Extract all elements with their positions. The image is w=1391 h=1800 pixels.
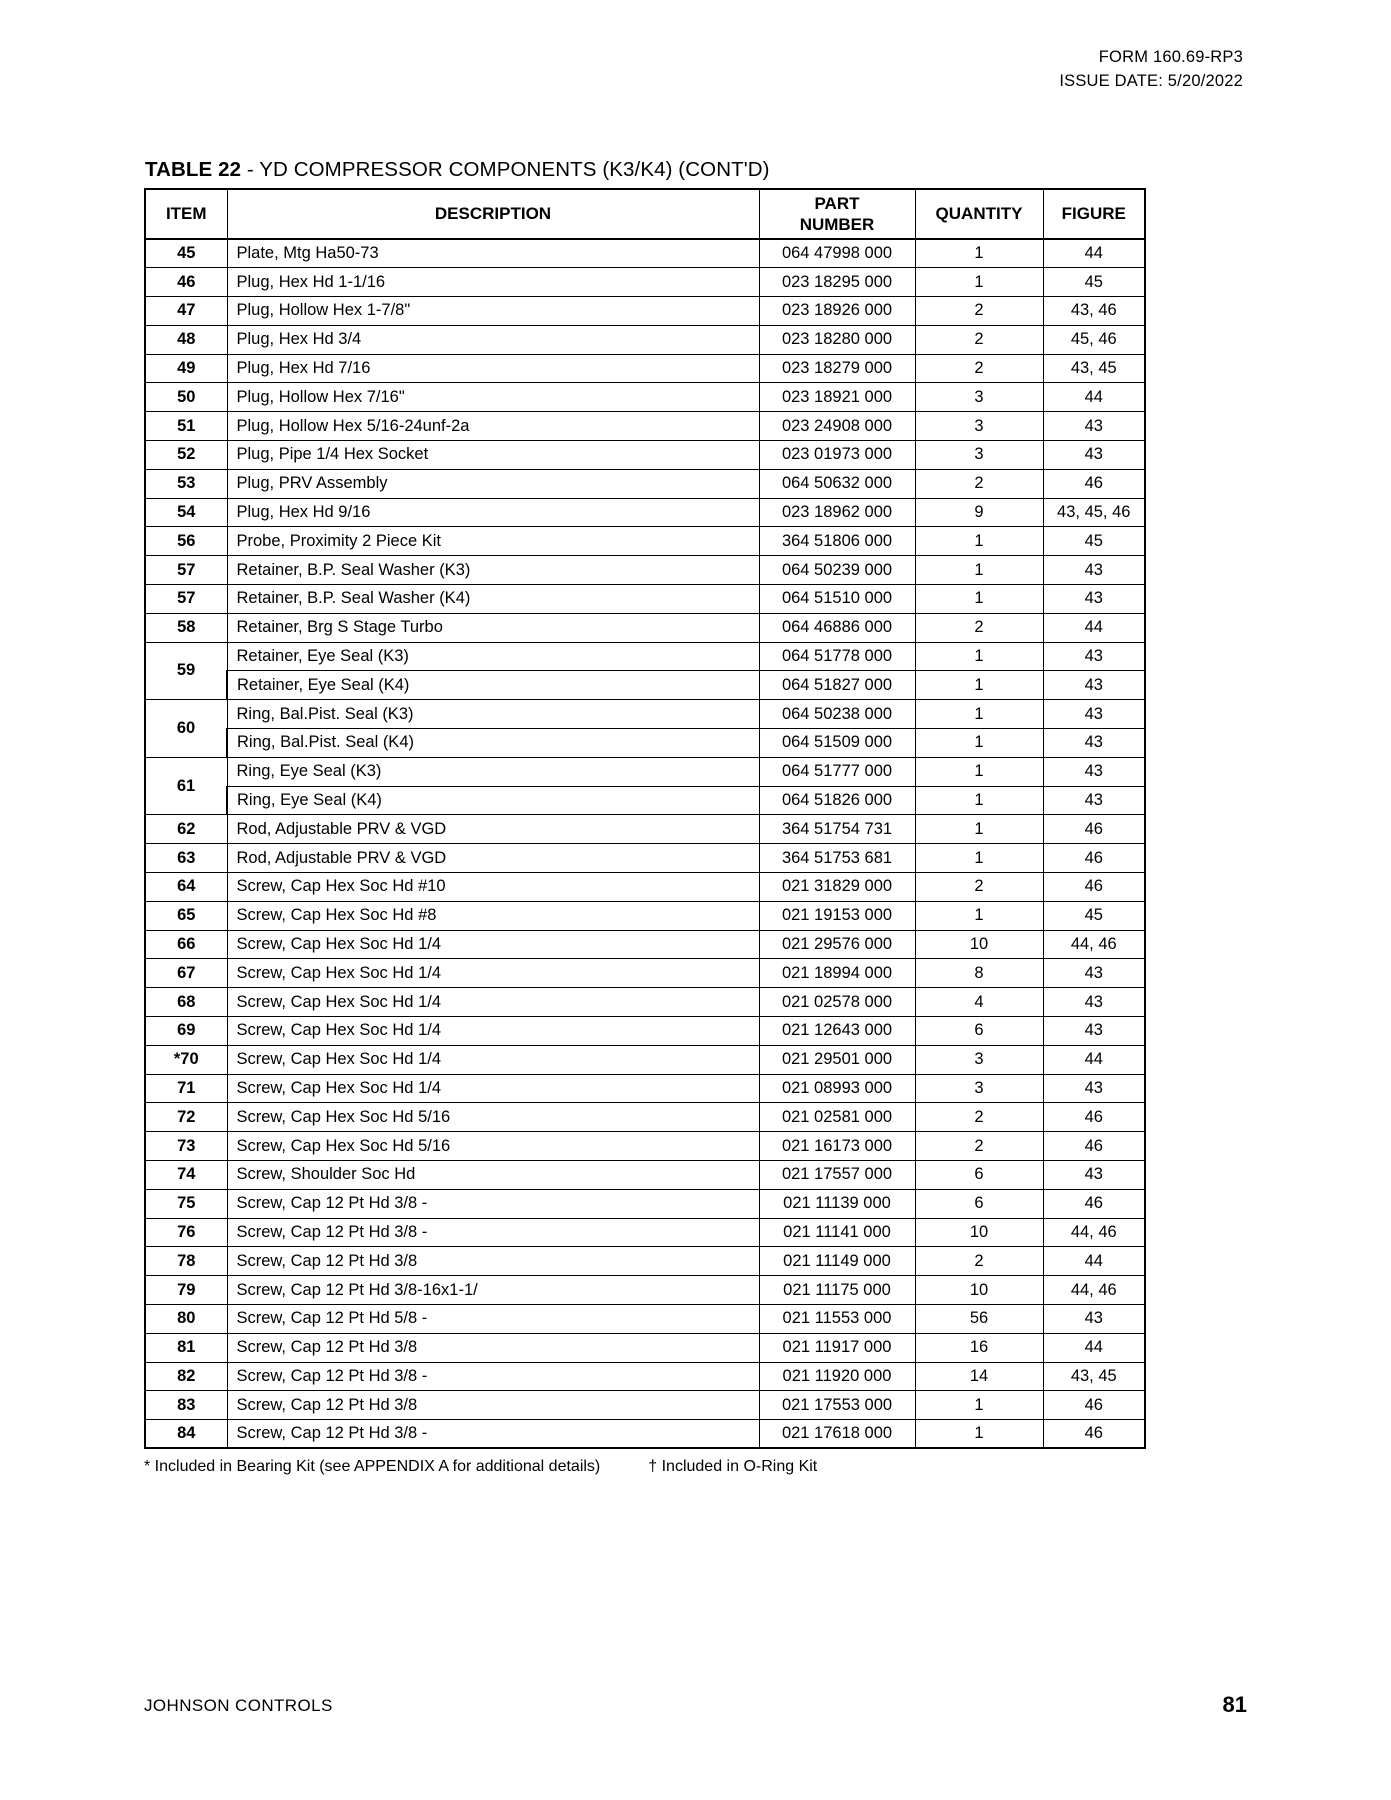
cell-description: Screw, Cap Hex Soc Hd 5/16 (227, 1103, 759, 1132)
cell-item: 81 (145, 1333, 227, 1362)
cell-item: 46 (145, 268, 227, 297)
table-row (145, 1017, 1145, 1046)
cell-description: Screw, Cap 12 Pt Hd 3/8-16x1-1/ (227, 1276, 759, 1305)
table-row (145, 469, 1145, 498)
cell-quantity: 2 (915, 1247, 1043, 1276)
table-row (145, 412, 1145, 441)
cell-quantity: 2 (915, 613, 1043, 642)
parts-table (144, 188, 1146, 1449)
cell-figure: 44 (1043, 383, 1145, 412)
cell-figure: 46 (1043, 844, 1145, 873)
table-row (145, 1420, 1145, 1449)
cell-quantity: 1 (915, 268, 1043, 297)
cell-description: Plug, Hex Hd 3/4 (227, 325, 759, 354)
cell-description: Screw, Cap 12 Pt Hd 3/8 (227, 1247, 759, 1276)
table-row (145, 1304, 1145, 1333)
cell-part-number: 064 51510 000 (759, 585, 915, 614)
cell-figure: 44 (1043, 1247, 1145, 1276)
table-row (145, 556, 1145, 585)
cell-quantity: 10 (915, 1218, 1043, 1247)
cell-part-number: 064 47998 000 (759, 239, 915, 268)
cell-figure: 46 (1043, 1420, 1145, 1449)
cell-figure: 46 (1043, 1103, 1145, 1132)
cell-description: Probe, Proximity 2 Piece Kit (227, 527, 759, 556)
cell-quantity: 10 (915, 1276, 1043, 1305)
cell-part-number: 064 51826 000 (759, 786, 915, 815)
footnote-bearing-kit: * Included in Bearing Kit (see APPENDIX A for additional details) (144, 1458, 601, 1475)
cell-item: 63 (145, 844, 227, 873)
table-head (145, 189, 1145, 239)
cell-part-number: 021 18994 000 (759, 959, 915, 988)
cell-description: Retainer, Eye Seal (K3) (227, 642, 759, 671)
cell-item: 54 (145, 498, 227, 527)
cell-part-number: 021 08993 000 (759, 1074, 915, 1103)
cell-description: Ring, Bal.Pist. Seal (K3) (227, 700, 759, 729)
cell-quantity: 2 (915, 469, 1043, 498)
cell-description: Plug, Hex Hd 9/16 (227, 498, 759, 527)
cell-figure: 44 (1043, 239, 1145, 268)
cell-part-number: 021 02581 000 (759, 1103, 915, 1132)
cell-item: 83 (145, 1391, 227, 1420)
cell-description: Plate, Mtg Ha50-73 (227, 239, 759, 268)
table-row (145, 613, 1145, 642)
cell-description: Screw, Cap Hex Soc Hd 5/16 (227, 1132, 759, 1161)
cell-description: Plug, PRV Assembly (227, 469, 759, 498)
cell-description: Screw, Cap 12 Pt Hd 3/8 - (227, 1362, 759, 1391)
cell-quantity: 9 (915, 498, 1043, 527)
cell-description: Ring, Bal.Pist. Seal (K4) (227, 729, 759, 758)
cell-figure: 46 (1043, 469, 1145, 498)
cell-description: Retainer, B.P. Seal Washer (K4) (227, 585, 759, 614)
cell-description: Screw, Cap Hex Soc Hd #8 (227, 901, 759, 930)
cell-quantity: 56 (915, 1304, 1043, 1333)
cell-part-number: 021 19153 000 (759, 901, 915, 930)
table-title-label: TABLE 22 (145, 158, 242, 181)
part-number-line-2: NUMBER (799, 215, 875, 234)
cell-figure: 45 (1043, 268, 1145, 297)
table-row (145, 959, 1145, 988)
table-row (145, 585, 1145, 614)
cell-description: Screw, Cap Hex Soc Hd 1/4 (227, 988, 759, 1017)
cell-description: Ring, Eye Seal (K3) (227, 757, 759, 786)
cell-figure: 43, 45, 46 (1043, 498, 1145, 527)
table-row (145, 441, 1145, 470)
cell-item: 67 (145, 959, 227, 988)
cell-figure: 43 (1043, 700, 1145, 729)
cell-item: 71 (145, 1074, 227, 1103)
table-row (145, 901, 1145, 930)
table-row (145, 1276, 1145, 1305)
document-footer (144, 1692, 1247, 1722)
cell-description: Plug, Hollow Hex 5/16-24unf-2a (227, 412, 759, 441)
cell-description: Retainer, Eye Seal (K4) (227, 671, 759, 700)
cell-quantity: 2 (915, 1103, 1043, 1132)
cell-item: 57 (145, 585, 227, 614)
cell-quantity: 1 (915, 642, 1043, 671)
cell-part-number: 023 18280 000 (759, 325, 915, 354)
cell-part-number: 064 51777 000 (759, 757, 915, 786)
cell-description: Retainer, B.P. Seal Washer (K3) (227, 556, 759, 585)
cell-item: 82 (145, 1362, 227, 1391)
document-header (1059, 46, 1243, 94)
cell-figure: 46 (1043, 1132, 1145, 1161)
cell-part-number: 023 18926 000 (759, 297, 915, 326)
cell-item: 75 (145, 1189, 227, 1218)
cell-part-number: 021 11920 000 (759, 1362, 915, 1391)
table-row (145, 498, 1145, 527)
cell-figure: 45 (1043, 901, 1145, 930)
table-row (145, 729, 1145, 758)
cell-quantity: 1 (915, 1391, 1043, 1420)
column-header-quantity: QUANTITY (915, 189, 1043, 239)
cell-figure: 43 (1043, 556, 1145, 585)
table-row (145, 325, 1145, 354)
cell-figure: 45 (1043, 527, 1145, 556)
cell-part-number: 021 02578 000 (759, 988, 915, 1017)
cell-part-number: 021 11917 000 (759, 1333, 915, 1362)
cell-description: Ring, Eye Seal (K4) (227, 786, 759, 815)
cell-item: 72 (145, 1103, 227, 1132)
cell-item: 66 (145, 930, 227, 959)
cell-figure: 43 (1043, 757, 1145, 786)
cell-quantity: 1 (915, 729, 1043, 758)
parts-table-container (144, 188, 1144, 1449)
cell-description: Plug, Hollow Hex 1-7/8" (227, 297, 759, 326)
table-row (145, 383, 1145, 412)
cell-figure: 43 (1043, 441, 1145, 470)
cell-quantity: 1 (915, 527, 1043, 556)
cell-item: 79 (145, 1276, 227, 1305)
cell-description: Plug, Pipe 1/4 Hex Socket (227, 441, 759, 470)
cell-description: Screw, Cap Hex Soc Hd 1/4 (227, 1074, 759, 1103)
cell-quantity: 1 (915, 844, 1043, 873)
cell-item: 68 (145, 988, 227, 1017)
cell-description: Plug, Hex Hd 1-1/16 (227, 268, 759, 297)
cell-item: 49 (145, 354, 227, 383)
cell-description: Screw, Cap Hex Soc Hd 1/4 (227, 1017, 759, 1046)
footnote-oring-kit: † Included in O-Ring Kit (648, 1458, 818, 1475)
cell-figure: 43 (1043, 786, 1145, 815)
cell-quantity: 16 (915, 1333, 1043, 1362)
cell-part-number: 364 51753 681 (759, 844, 915, 873)
table-row (145, 527, 1145, 556)
cell-figure: 43 (1043, 1074, 1145, 1103)
cell-description: Screw, Cap Hex Soc Hd #10 (227, 873, 759, 902)
table-row (145, 815, 1145, 844)
cell-figure: 44 (1043, 1045, 1145, 1074)
table-header-row (145, 189, 1145, 239)
cell-item: *70 (145, 1045, 227, 1074)
cell-quantity: 6 (915, 1161, 1043, 1190)
issue-date: ISSUE DATE: 5/20/2022 (1059, 71, 1243, 90)
part-number-line-1: PART (814, 193, 860, 213)
cell-item: 61 (145, 757, 227, 815)
cell-quantity: 1 (915, 815, 1043, 844)
cell-figure: 46 (1043, 1189, 1145, 1218)
form-number: FORM 160.69-RP3 (1098, 48, 1243, 66)
cell-figure: 44, 46 (1043, 930, 1145, 959)
table-row (145, 297, 1145, 326)
cell-figure: 44, 46 (1043, 1218, 1145, 1247)
cell-figure: 43 (1043, 959, 1145, 988)
cell-quantity: 1 (915, 585, 1043, 614)
cell-part-number: 021 11175 000 (759, 1276, 915, 1305)
cell-figure: 44 (1043, 1333, 1145, 1362)
cell-description: Screw, Cap 12 Pt Hd 5/8 - (227, 1304, 759, 1333)
cell-description: Screw, Cap 12 Pt Hd 3/8 - (227, 1218, 759, 1247)
cell-quantity: 3 (915, 1074, 1043, 1103)
cell-part-number: 064 51509 000 (759, 729, 915, 758)
cell-quantity: 1 (915, 1420, 1043, 1449)
cell-figure: 43 (1043, 412, 1145, 441)
cell-figure: 46 (1043, 1391, 1145, 1420)
cell-quantity: 10 (915, 930, 1043, 959)
cell-quantity: 3 (915, 383, 1043, 412)
table-row (145, 1103, 1145, 1132)
cell-item: 84 (145, 1420, 227, 1449)
table-row (145, 268, 1145, 297)
cell-quantity: 2 (915, 873, 1043, 902)
cell-item: 74 (145, 1161, 227, 1190)
cell-item: 56 (145, 527, 227, 556)
cell-figure: 43, 45 (1043, 1362, 1145, 1391)
cell-description: Screw, Cap Hex Soc Hd 1/4 (227, 930, 759, 959)
cell-part-number: 364 51806 000 (759, 527, 915, 556)
cell-quantity: 1 (915, 556, 1043, 585)
cell-item: 78 (145, 1247, 227, 1276)
cell-quantity: 6 (915, 1017, 1043, 1046)
cell-part-number: 021 29576 000 (759, 930, 915, 959)
table-row (145, 786, 1145, 815)
cell-figure: 43 (1043, 1161, 1145, 1190)
cell-part-number: 023 18279 000 (759, 354, 915, 383)
cell-figure: 45, 46 (1043, 325, 1145, 354)
cell-part-number: 021 11141 000 (759, 1218, 915, 1247)
cell-item: 52 (145, 441, 227, 470)
cell-quantity: 2 (915, 325, 1043, 354)
table-row (145, 1074, 1145, 1103)
cell-description: Plug, Hollow Hex 7/16" (227, 383, 759, 412)
cell-description: Screw, Cap Hex Soc Hd 1/4 (227, 959, 759, 988)
cell-part-number: 064 51827 000 (759, 671, 915, 700)
cell-item: 51 (145, 412, 227, 441)
cell-item: 73 (145, 1132, 227, 1161)
table-row (145, 1189, 1145, 1218)
table-row (145, 642, 1145, 671)
cell-item: 57 (145, 556, 227, 585)
cell-item: 76 (145, 1218, 227, 1247)
table-row (145, 1362, 1145, 1391)
cell-part-number: 021 29501 000 (759, 1045, 915, 1074)
cell-quantity: 1 (915, 700, 1043, 729)
cell-part-number: 064 51778 000 (759, 642, 915, 671)
table-row (145, 988, 1145, 1017)
cell-part-number: 023 24908 000 (759, 412, 915, 441)
table-row (145, 1045, 1145, 1074)
table-row (145, 354, 1145, 383)
cell-item: 45 (145, 239, 227, 268)
cell-item: 62 (145, 815, 227, 844)
cell-description: Screw, Cap 12 Pt Hd 3/8 - (227, 1420, 759, 1449)
cell-quantity: 1 (915, 239, 1043, 268)
cell-description: Rod, Adjustable PRV & VGD (227, 844, 759, 873)
table-title-rest: - YD COMPRESSOR COMPONENTS (K3/K4) (CONT'D) (241, 158, 770, 181)
table-row (145, 1333, 1145, 1362)
cell-part-number: 021 11139 000 (759, 1189, 915, 1218)
table-row (145, 1247, 1145, 1276)
cell-part-number: 023 18295 000 (759, 268, 915, 297)
cell-part-number: 064 50238 000 (759, 700, 915, 729)
table-row (145, 873, 1145, 902)
cell-figure: 43 (1043, 729, 1145, 758)
cell-part-number: 064 50632 000 (759, 469, 915, 498)
cell-figure: 43 (1043, 1017, 1145, 1046)
cell-quantity: 3 (915, 1045, 1043, 1074)
cell-figure: 43, 45 (1043, 354, 1145, 383)
column-header-figure: FIGURE (1043, 189, 1145, 239)
cell-part-number: 021 17557 000 (759, 1161, 915, 1190)
cell-figure: 43, 46 (1043, 297, 1145, 326)
cell-description: Screw, Cap 12 Pt Hd 3/8 - (227, 1189, 759, 1218)
cell-item: 65 (145, 901, 227, 930)
column-header-description: DESCRIPTION (227, 189, 759, 239)
cell-part-number: 021 31829 000 (759, 873, 915, 902)
company-name: JOHNSON CONTROLS (144, 1696, 333, 1715)
page-number: 81 (1222, 1692, 1247, 1717)
cell-item: 50 (145, 383, 227, 412)
table-row (145, 1132, 1145, 1161)
cell-description: Rod, Adjustable PRV & VGD (227, 815, 759, 844)
cell-item: 58 (145, 613, 227, 642)
cell-figure: 44, 46 (1043, 1276, 1145, 1305)
cell-part-number: 023 01973 000 (759, 441, 915, 470)
cell-item: 60 (145, 700, 227, 758)
cell-figure: 43 (1043, 1304, 1145, 1333)
cell-figure: 46 (1043, 815, 1145, 844)
cell-part-number: 021 16173 000 (759, 1132, 915, 1161)
cell-description: Screw, Cap 12 Pt Hd 3/8 (227, 1333, 759, 1362)
cell-part-number: 021 12643 000 (759, 1017, 915, 1046)
cell-description: Screw, Cap 12 Pt Hd 3/8 (227, 1391, 759, 1420)
cell-description: Screw, Shoulder Soc Hd (227, 1161, 759, 1190)
footnotes (144, 1458, 1154, 1476)
table-row (145, 757, 1145, 786)
cell-part-number: 364 51754 731 (759, 815, 915, 844)
cell-quantity: 2 (915, 1132, 1043, 1161)
cell-item: 53 (145, 469, 227, 498)
table-body (145, 239, 1145, 1448)
cell-item: 59 (145, 642, 227, 700)
column-header-part-number (759, 189, 915, 239)
cell-part-number: 021 11149 000 (759, 1247, 915, 1276)
cell-part-number: 023 18921 000 (759, 383, 915, 412)
table-row (145, 239, 1145, 268)
cell-figure: 43 (1043, 988, 1145, 1017)
cell-quantity: 14 (915, 1362, 1043, 1391)
table-row (145, 671, 1145, 700)
cell-part-number: 021 17553 000 (759, 1391, 915, 1420)
table-title (145, 158, 770, 182)
cell-quantity: 1 (915, 786, 1043, 815)
cell-item: 47 (145, 297, 227, 326)
cell-figure: 44 (1043, 613, 1145, 642)
cell-item: 48 (145, 325, 227, 354)
cell-figure: 43 (1043, 585, 1145, 614)
table-row (145, 930, 1145, 959)
cell-figure: 46 (1043, 873, 1145, 902)
cell-part-number: 064 50239 000 (759, 556, 915, 585)
cell-quantity: 1 (915, 901, 1043, 930)
cell-quantity: 4 (915, 988, 1043, 1017)
cell-item: 80 (145, 1304, 227, 1333)
cell-part-number: 021 17618 000 (759, 1420, 915, 1449)
cell-quantity: 3 (915, 441, 1043, 470)
cell-quantity: 8 (915, 959, 1043, 988)
cell-quantity: 1 (915, 757, 1043, 786)
cell-figure: 43 (1043, 642, 1145, 671)
cell-description: Plug, Hex Hd 7/16 (227, 354, 759, 383)
column-header-item: ITEM (145, 189, 227, 239)
cell-part-number: 023 18962 000 (759, 498, 915, 527)
cell-figure: 43 (1043, 671, 1145, 700)
cell-quantity: 6 (915, 1189, 1043, 1218)
cell-quantity: 2 (915, 297, 1043, 326)
cell-part-number: 064 46886 000 (759, 613, 915, 642)
cell-description: Screw, Cap Hex Soc Hd 1/4 (227, 1045, 759, 1074)
cell-item: 64 (145, 873, 227, 902)
table-row (145, 1161, 1145, 1190)
table-row (145, 700, 1145, 729)
cell-part-number: 021 11553 000 (759, 1304, 915, 1333)
table-row (145, 844, 1145, 873)
cell-description: Retainer, Brg S Stage Turbo (227, 613, 759, 642)
table-row (145, 1218, 1145, 1247)
cell-quantity: 2 (915, 354, 1043, 383)
cell-item: 69 (145, 1017, 227, 1046)
cell-quantity: 3 (915, 412, 1043, 441)
table-row (145, 1391, 1145, 1420)
cell-quantity: 1 (915, 671, 1043, 700)
